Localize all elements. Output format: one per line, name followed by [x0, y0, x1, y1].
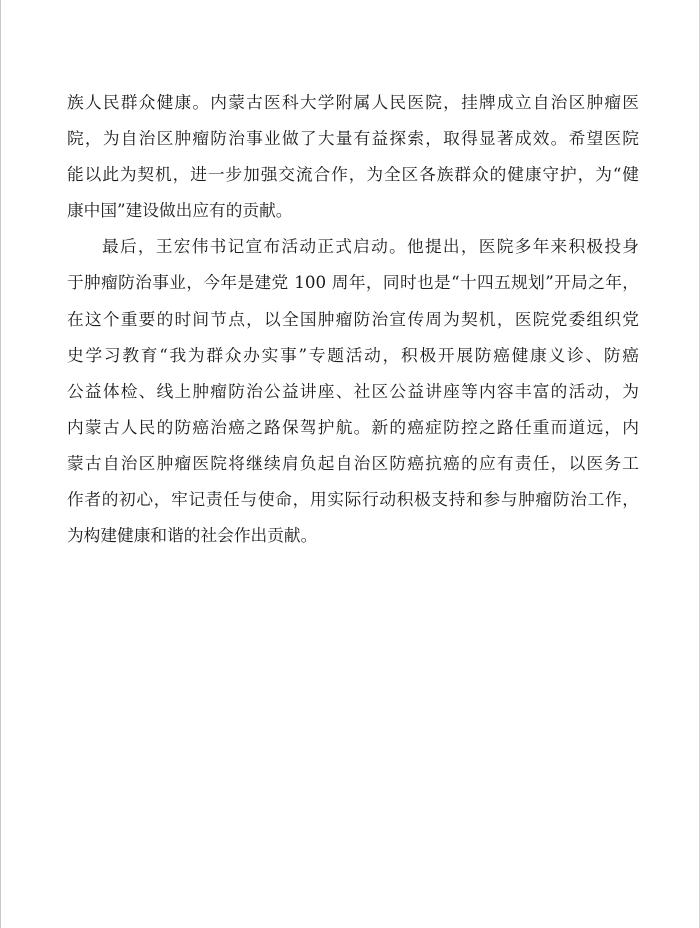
- text-line: 族人民群众健康。内蒙古医科大学附属人民医院，挂牌成立自治区肿瘤医: [67, 92, 639, 112]
- text-line: 公益体检、线上肿瘤防治公益讲座、社区公益讲座等内容丰富的活动，为: [67, 380, 639, 401]
- text-line: 康中国”建设做出应有的贡献。: [67, 200, 293, 221]
- document-body: [67, 84, 639, 553]
- text-line: 作者的初心，牢记责任与使命，用实际行动积极支持和参与肿瘤防治工作，: [67, 489, 639, 510]
- paragraph-1: [67, 84, 639, 228]
- text-line: 蒙古自治区肿瘤医院将继续肩负起自治区防癌抗癌的应有责任，以医务工: [67, 452, 639, 473]
- text-line: 内蒙古人民的防癌治癌之路保驾护航。新的癌症防控之路任重而道远，内: [67, 416, 639, 437]
- paragraph-2: [67, 228, 639, 553]
- text-line: 为构建健康和谐的社会作出贡献。: [67, 525, 318, 546]
- text-line: 最后，王宏伟书记宣布活动正式启动。他提出，医院多年来积极投身: [102, 236, 639, 257]
- text-line: 在这个重要的时间节点，以全国肿瘤防治宣传周为契机，医院党委组织党: [67, 308, 639, 329]
- text-line: 史学习教育“我为群众办实事”专题活动，积极开展防癌健康义诊、防癌: [67, 344, 639, 365]
- text-line: 能以此为契机，进一步加强交流合作，为全区各族群众的健康守护，为“健: [67, 164, 639, 185]
- text-line: 于肿瘤防治事业，今年是建党 100 周年，同时也是“十四五规划”开局之年，: [67, 272, 639, 293]
- text-line: 院，为自治区肿瘤防治事业做了大量有益探索，取得显著成效。希望医院: [67, 128, 639, 149]
